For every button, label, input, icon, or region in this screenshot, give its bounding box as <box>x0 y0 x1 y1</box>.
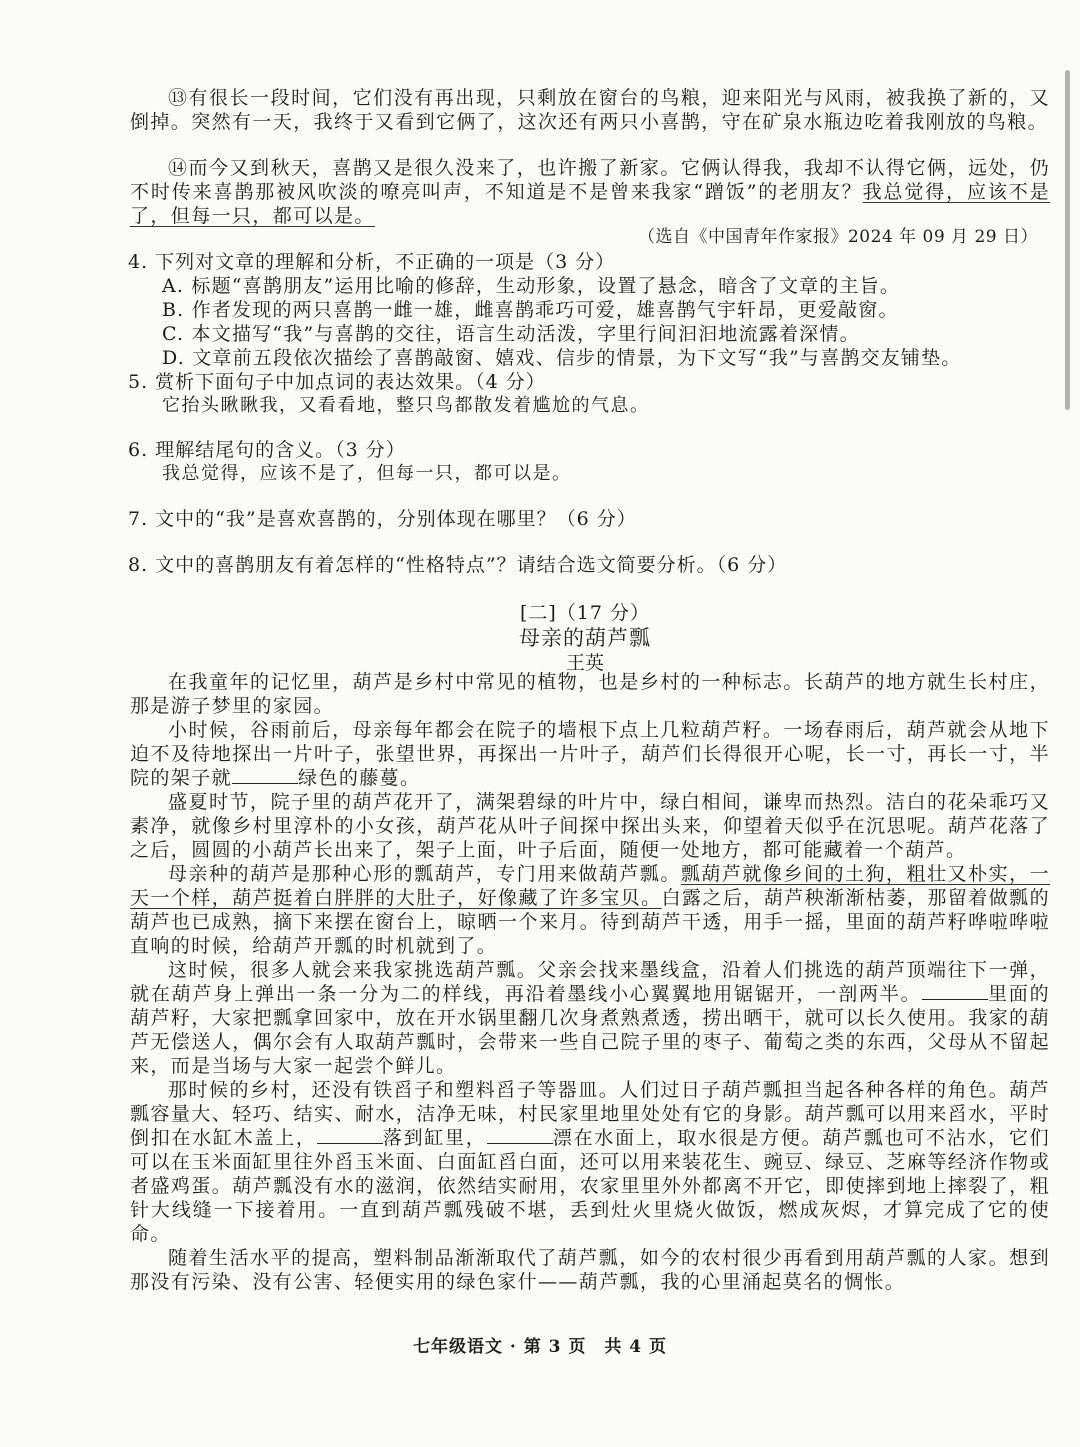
paragraph-13: ⑬有很长一段时间，它们没有再出现，只剩放在窗台的鸟粮，迎来阳光与风雨，被我换了新的，又倒掉。突然有一天，我终于又看到它俩了，这次还有两只小喜鹊，守在矿泉水瓶边吃着我刚放的鸟粮。 <box>130 87 1050 133</box>
fill-blank <box>232 767 298 784</box>
question-7: 7. 文中的“我”是喜欢喜鹊的，分别体现在哪里？（6 分） <box>128 508 637 530</box>
question-4-option-b: B. 作者发现的两只喜鹊一雌一雄，雌喜鹊乖巧可爱，雄喜鹊气宇轩昂，更爱敲窗。 <box>162 299 899 321</box>
underlined-sentence: 瓢葫芦就像乡间的土狗，粗壮又朴实，一天一个样，葫芦挺着白胖胖的大肚子，好像藏了许多宝贝。 <box>130 863 1050 909</box>
section-heading: [二]（17 分） <box>519 602 651 624</box>
paragraph-3: 盛夏时节，院子里的葫芦花开了，满架碧绿的叶片中，绿白相间，谦卑而热烈。洁白的花朵乖巧又素净，就像乡村里淳朴的小女孩，葫芦花从叶子间探中探出头来，仰望着天似乎在沉思呢。葫芦花落了之后，圆圆的小葫芦长出来了，架子上面，叶子后面，随便一处地方，都可能藏着一个葫芦。 <box>130 791 1050 861</box>
paragraph-5: 这时候，很多人就会来我家挑选葫芦瓢。父亲会找来墨线盒，沿着人们挑选的葫芦顶端往下一弹，就在葫芦身上弹出一条一分为二的样线，再沿着墨线小心翼翼地用锯锯开，一剖两半。 里面的葫芦籽，大家把瓢拿回家中，放在开水锅里翻几次身煮熟煮透，捞出晒干，就可以长久使用。我家的葫芦无偿送人，偶尔会有人取葫芦瓢时，会带来一些自己院子里的枣子、葡萄之类的东西，父母从不留起来，而是当场与大家一起尝个鲜儿。 <box>130 959 1051 1077</box>
question-4: 4. 下列对文章的理解和分析，不正确的一项是（3 分） <box>128 251 616 273</box>
fill-blank <box>487 1127 553 1144</box>
paragraph-4: 母亲种的葫芦是那种心形的瓢葫芦，专门用来做葫芦瓢。瓢葫芦就像乡间的土狗，粗壮又朴实，一天一个样，葫芦挺着白胖胖的大肚子，好像藏了许多宝贝。白露之后，葫芦秧渐渐枯萎，那留着做瓢的葫芦也已成熟，摘下来摆在窗台上，晾晒一个来月。待到葫芦干透，用手一摇，里面的葫芦籽哗啦哗啦直响的时候，给葫芦开瓢的时机就到了。 <box>130 863 1050 957</box>
question-5: 5. 赏析下面句子中加点词的表达效果。（4 分） <box>128 371 546 393</box>
question-4-option-c: C. 本文描写“我”与喜鹊的交往，语言生动活泼，字里行间汩汩地流露着深情。 <box>162 323 860 345</box>
question-8: 8. 文中的喜鹊朋友有着怎样的“性格特点”？请结合选文简要分析。（6 分） <box>128 554 788 576</box>
paragraph-7: 随着生活水平的提高，塑料制品渐渐取代了葫芦瓢，如今的农村很少再看到用葫芦瓢的人家。想到那没有污染、没有公害、轻便实用的绿色家什——葫芦瓢，我的心里涌起莫名的惆怅。 <box>130 1247 1050 1293</box>
paragraph-6: 那时候的乡村，还没有铁舀子和塑料舀子等器皿。人们过日子葫芦瓢担当起各种各样的角色。葫芦瓢容量大、轻巧、结实、耐水，洁净无味，村民家里地里处处有它的身影。葫芦瓢可以用来舀水，平时倒扣在水缸木盖上， 落到缸里， 漂在水面上，取水很是方便。葫芦瓢也可不沾水，它们可以在玉米面缸里往外舀玉米面、白面缸舀白面，还可以用来装花生、豌豆、绿豆、芝麻等经济作物或者盛鸡蛋。葫芦瓢没有水的滋润，依然结实耐用，农家里里外外都离不开它，即使摔到地上摔裂了，粗针大线缝一下接着用。一直到葫芦瓢残破不堪，丢到灶火里烧火做饭，燃成灰烬，才算完成了它的使命。 <box>130 1079 1050 1245</box>
source-citation: （选自《中国青年作家报》2024 年 09 月 29 日） <box>637 227 1038 247</box>
question-4-option-d: D. 文章前五段依次描绘了喜鹊敲窗、嬉戏、信步的情景，为下文写“我”与喜鹊交友铺垫。 <box>162 347 962 369</box>
article-author: 王英 <box>565 652 604 674</box>
question-5-quote: 它抬头瞅瞅我，又看看地，整只鸟都散发着尴尬的气息。 <box>162 395 650 416</box>
fill-blank <box>317 1127 383 1144</box>
question-6: 6. 理解结尾句的含义。（3 分） <box>128 439 406 461</box>
question-6-quote: 我总觉得，应该不是了，但每一只，都可以是。 <box>162 463 572 484</box>
paragraph-1: 在我童年的记忆里，葫芦是乡村中常见的植物，也是乡村的一种标志。长葫芦的地方就生长村庄，那是游子梦里的家园。 <box>130 671 1050 717</box>
paragraph-14: ⑭而今又到秋天，喜鹊又是很久没来了，也许搬了新家。它俩认得我，我却不认得它俩，远处，仍不时传来喜鹊那被风吹淡的嘹亮叫声，不知道是不是曾来我家“蹭饭”的老朋友？我总觉得，应该不是了，但每一只，都可以是。 <box>130 157 1050 227</box>
article-title: 母亲的葫芦瓢 <box>519 626 651 650</box>
fill-blank <box>922 983 988 1000</box>
question-4-option-a: A. 标题“喜鹊朋友”运用比喻的修辞，生动形象，设置了悬念，暗含了文章的主旨。 <box>162 275 901 297</box>
vertical-scrollbar[interactable] <box>1065 70 1070 410</box>
paragraph-2: 小时候，谷雨前后，母亲每年都会在院子的墙根下点上几粒葫芦籽。一场春雨后，葫芦就会从地下迫不及待地探出一片叶子，张望世界，再探出一片叶子，葫芦们长得很开心呢，长一寸，再长一寸，半院的架子就 绿色的藤蔓。 <box>130 719 1050 789</box>
underlined-sentence: 我总觉得，应该不是了，但每一只，都可以是。 <box>130 181 1050 227</box>
page-footer: 七年级语文 · 第 3 页 共 4 页 <box>412 1337 668 1357</box>
